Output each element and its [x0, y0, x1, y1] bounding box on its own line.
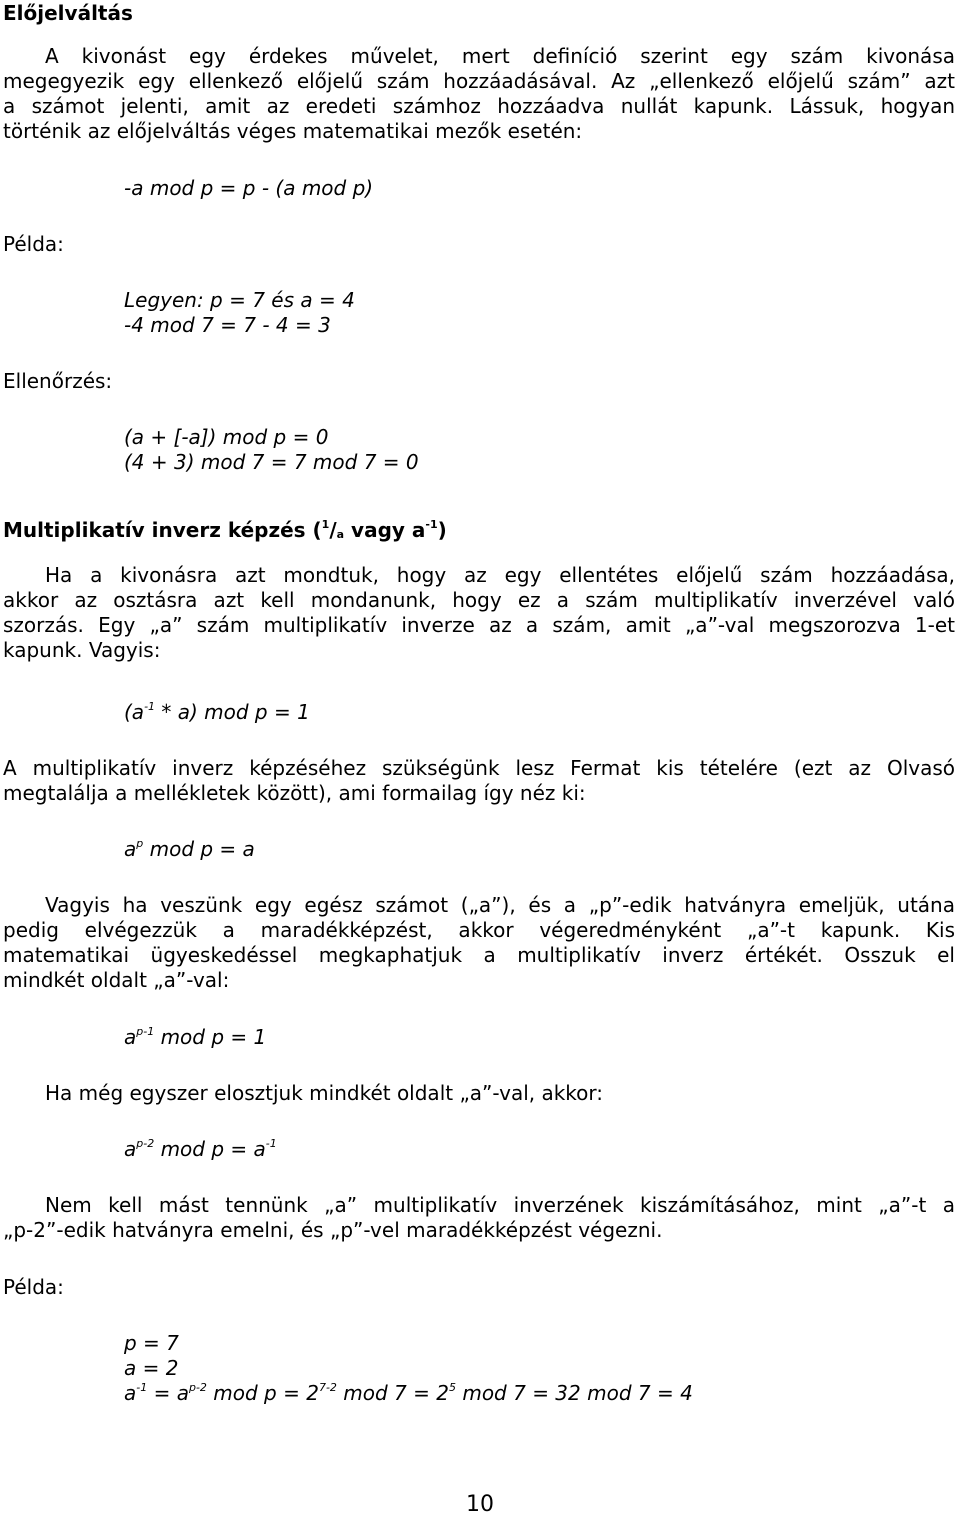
formula-inverse-post: * a) mod p = 1 — [155, 700, 310, 724]
ex2-mid: mod p = 2 — [206, 1381, 319, 1405]
ex2-end: mod 7 = 32 mod 7 = 4 — [455, 1381, 693, 1405]
example2-line-1: p = 7 — [124, 1331, 179, 1355]
heading-a: a — [336, 528, 345, 541]
fermat-exp: p — [136, 837, 144, 850]
para2-line-3: szorzás. Egy „a” szám multiplikatív inverze az a szám, amit „a”-val megszorozva 1-et — [3, 613, 955, 637]
example1-line-1: Legyen: p = 7 és a = 4 — [124, 288, 355, 312]
intro-line-2: megegyezik egy ellenkező előjelű szám hozzáadásával. Az „ellenkező előjelű szám” azt — [3, 69, 955, 93]
section-heading — [3, 518, 960, 543]
para6-line-2: „p-2”-edik hatványra emelni, és „p”-vel maradékképzést végezni. — [3, 1218, 663, 1242]
heading-close: ) — [437, 518, 447, 542]
para4-line-4: mindkét oldalt „a”-val: — [3, 968, 230, 992]
example-label: Példa: — [3, 232, 64, 256]
ex2-e3: 7-2 — [318, 1381, 337, 1394]
para2-line-2: akkor az osztásra azt kell mondanunk, hogy ez a szám multiplikatív inverzével való — [3, 588, 955, 612]
fermat-post: mod p = a — [143, 837, 255, 861]
heading-text: Multiplikatív inverz képzés ( — [3, 518, 322, 542]
intro-line-1: A kivonást egy érdekes művelet, mert definíció szerint egy szám kivonása — [45, 44, 955, 68]
check-line-1: (a + [-a]) mod p = 0 — [124, 425, 329, 449]
formula-p-minus-2 — [124, 1137, 960, 1162]
ex2-eq: = a — [147, 1381, 189, 1405]
para3-line-2: megtalálja a mellékletek között), ami formailag így néz ki: — [3, 781, 586, 805]
formula-p-minus-1 — [124, 1025, 960, 1050]
formula-inverse — [124, 700, 960, 725]
ex2-e4: 5 — [448, 1381, 456, 1394]
p1-exp: p-1 — [136, 1025, 155, 1038]
ex2-mid2: mod 7 = 2 — [336, 1381, 449, 1405]
para4-line-1: Vagyis ha veszünk egy egész számot („a”), és a „p”-edik hatványra emeljük, utána — [45, 893, 955, 917]
example2-line-2: a = 2 — [124, 1356, 179, 1380]
para6-line-1: Nem kell mást tennünk „a” multiplikatív inverzének kiszámításához, mint „a”-t a — [45, 1193, 955, 1217]
p1-base: a — [124, 1025, 137, 1049]
heading-exp: -1 — [425, 518, 438, 531]
formula-fermat — [124, 837, 960, 862]
p2-mid: mod p = a — [154, 1137, 266, 1161]
p2-exp2: -1 — [265, 1137, 277, 1150]
formula-inverse-exp: -1 — [144, 700, 156, 713]
page-title: Előjelváltás — [3, 1, 133, 25]
p2-exp: p-2 — [136, 1137, 155, 1150]
para3-line-1: A multiplikatív inverz képzéséhez szükségünk lesz Fermat kis tételére (ezt az Olvasó — [3, 756, 955, 780]
para5: Ha még egyszer elosztjuk mindkét oldalt „a”-val, akkor: — [45, 1081, 604, 1105]
ex2-e1: -1 — [136, 1381, 148, 1394]
ex2-a: a — [124, 1381, 137, 1405]
ex2-e2: p-2 — [188, 1381, 207, 1394]
para2-line-4: kapunk. Vagyis: — [3, 638, 161, 662]
para4-line-2: pedig elvégezzük a maradékképzést, akkor végeredményként „a”-t kapunk. Kis — [3, 918, 955, 942]
heading-slash: / — [329, 518, 337, 542]
para2-line-1: Ha a kivonásra azt mondtuk, hogy az egy ellentétes előjelű szám hozzáadása, — [45, 563, 955, 587]
heading-one: 1 — [321, 518, 330, 531]
check-label: Ellenőrzés: — [3, 369, 113, 393]
para4-line-3: matematikai ügyeskedéssel megkaphatjuk a multiplikatív inverz értékét. Osszuk el — [3, 943, 955, 967]
example2-label: Példa: — [3, 1275, 64, 1299]
formula-inverse-pre: (a — [124, 700, 145, 724]
intro-line-4: történik az előjelváltás véges matematikai mezők esetén: — [3, 119, 583, 143]
check-line-2: (4 + 3) mod 7 = 7 mod 7 = 0 — [124, 450, 419, 474]
page-number: 10 — [466, 1492, 494, 1517]
example2-line-3 — [124, 1381, 960, 1406]
heading-or: vagy a — [344, 518, 426, 542]
fermat-base: a — [124, 837, 137, 861]
example1-line-2: -4 mod 7 = 7 - 4 = 3 — [124, 313, 331, 337]
p2-base: a — [124, 1137, 137, 1161]
p1-post: mod p = 1 — [154, 1025, 267, 1049]
formula-negation: -a mod p = p - (a mod p) — [124, 176, 374, 200]
intro-line-3: a számot jelenti, amit az eredeti számhoz hozzáadva nullát kapunk. Lássuk, hogyan — [3, 94, 955, 118]
